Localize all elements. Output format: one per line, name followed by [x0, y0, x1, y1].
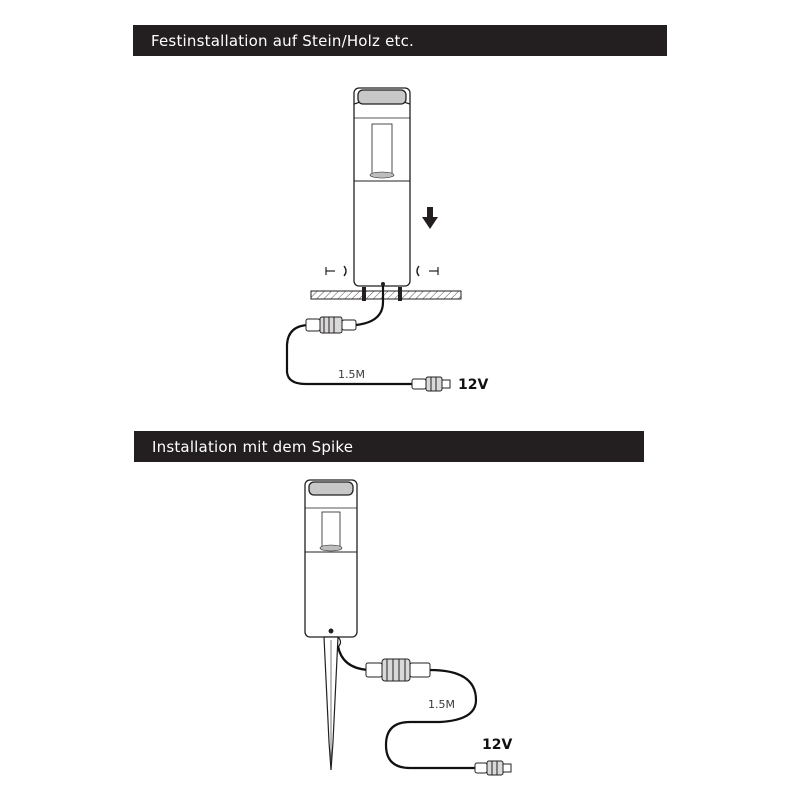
cable-connector-icon [366, 659, 430, 681]
screw-icon [429, 267, 438, 275]
anchor-plug-icon [417, 266, 419, 276]
section-heading-text: Festinstallation auf Stein/Holz etc. [151, 31, 415, 50]
fixed-installation-drawing [287, 88, 488, 393]
ground-spike-icon [324, 637, 341, 770]
section-heading-text: Installation mit dem Spike [152, 437, 354, 456]
cable-length-label: 1.5M [428, 698, 455, 711]
dc-plug-icon [412, 377, 450, 391]
dc-plug-icon [475, 761, 511, 775]
cable-length-label: 1.5M [338, 368, 365, 381]
anchor-plug-icon [344, 266, 346, 276]
screw-icon [326, 267, 335, 275]
voltage-label: 12V [458, 377, 489, 393]
voltage-label: 12V [482, 737, 513, 753]
spike-installation-drawing [305, 480, 512, 775]
down-arrow-icon [422, 207, 438, 229]
cable-connector-icon [306, 317, 356, 333]
bollard-lamp [354, 88, 410, 286]
bollard-lamp [305, 480, 357, 637]
